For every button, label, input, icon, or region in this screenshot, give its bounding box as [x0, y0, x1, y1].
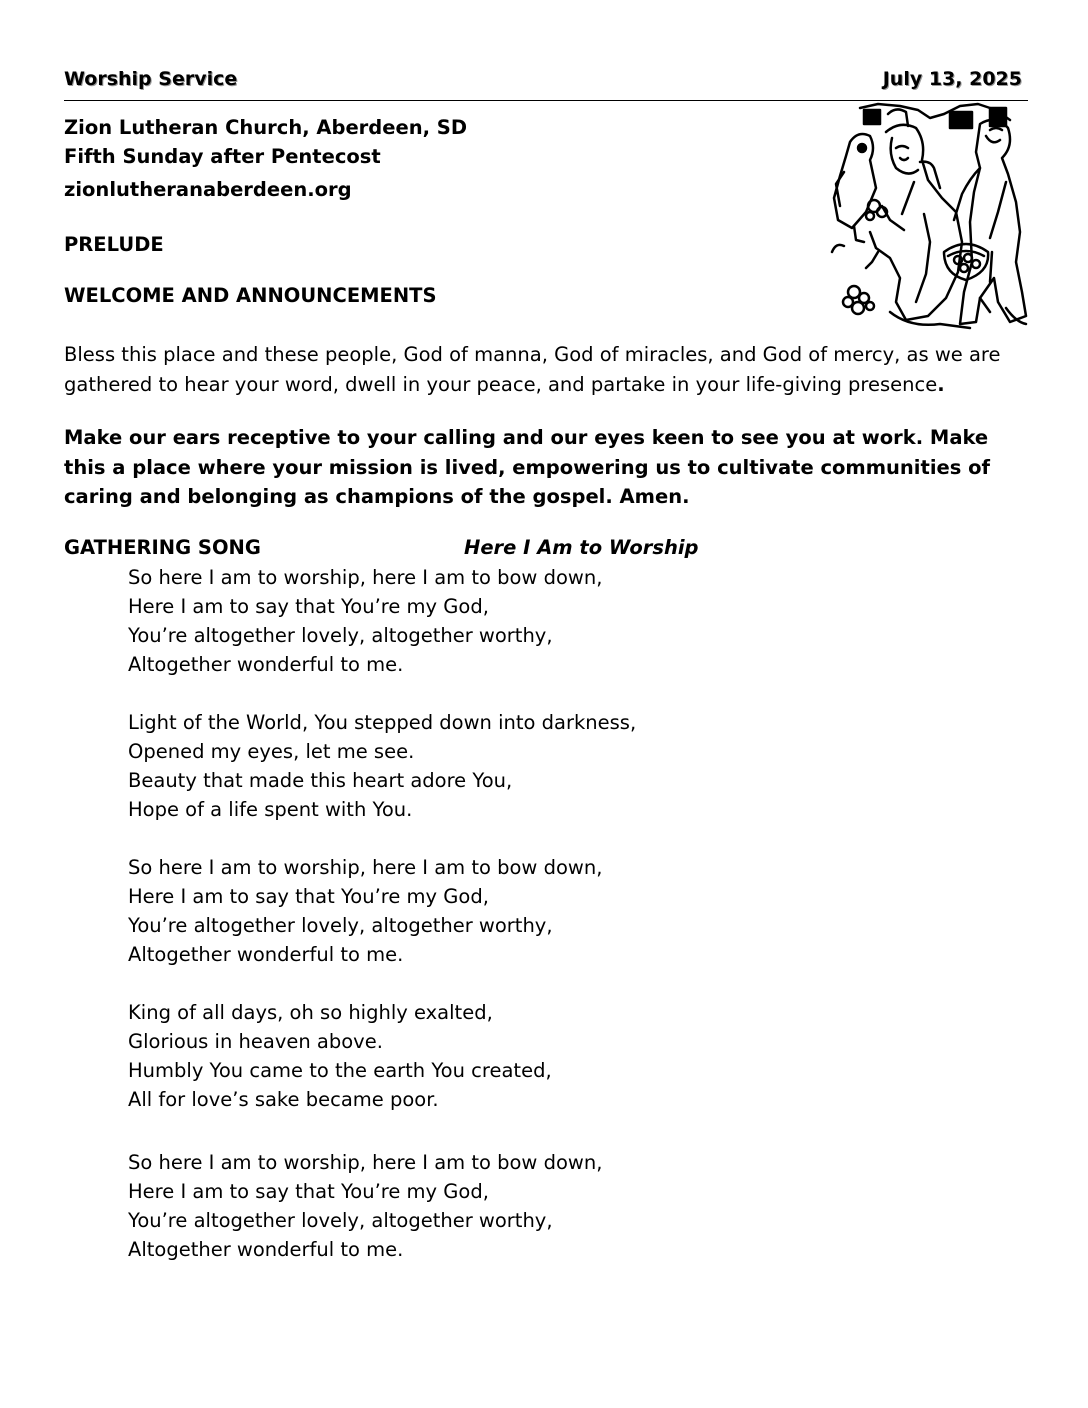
- lyric-line: You’re altogether lovely, altogether worthy,: [128, 914, 553, 937]
- bulletin-page: [64, 0, 1028, 1408]
- lyric-line: Glorious in heaven above.: [128, 1030, 383, 1053]
- sunday-name: Fifth Sunday after Pentecost: [64, 145, 381, 168]
- page-header: [64, 66, 1028, 101]
- leader-prayer-end: .: [937, 372, 945, 396]
- leader-prayer-text: Bless this place and these people, God of manna, God of miracles, and God of mercy, as we are gathered to hear your word, dwell in your peace, and partake in your life-giving presence: [64, 343, 1001, 396]
- church-website: zionlutheranaberdeen.org: [64, 178, 352, 201]
- header-title: Worship Service: [64, 68, 238, 90]
- verse-4: [128, 998, 552, 1114]
- lyric-line: All for love’s sake became poor.: [128, 1088, 439, 1111]
- welcome-heading: WELCOME AND ANNOUNCEMENTS: [64, 284, 437, 307]
- header-date: July 13, 2025: [882, 68, 1022, 90]
- church-name: Zion Lutheran Church, Aberdeen, SD: [64, 116, 468, 139]
- prelude-heading: PRELUDE: [64, 233, 164, 256]
- lyric-line: You’re altogether lovely, altogether worthy,: [128, 1209, 553, 1232]
- verse-1: [128, 563, 602, 679]
- lyric-line: You’re altogether lovely, altogether worthy,: [128, 624, 553, 647]
- lyric-line: So here I am to worship, here I am to bow down,: [128, 566, 603, 589]
- lyric-line: Here I am to say that You’re my God,: [128, 595, 489, 618]
- people-prayer: Make our ears receptive to your calling and our eyes keen to see you at work. Make this a place where your mission is lived, empowering us to cultivate communities of caring and belonging as champions of the gospel. Amen.: [64, 426, 991, 508]
- lyric-line: Altogether wonderful to me.: [128, 943, 404, 966]
- verse-3: [128, 853, 602, 969]
- lyric-line: Humbly You came to the earth You created,: [128, 1059, 552, 1082]
- lyric-line: Light of the World, You stepped down into darkness,: [128, 711, 637, 734]
- lyric-line: Opened my eyes, let me see.: [128, 740, 415, 763]
- manna-gathering-illustration-icon: [830, 102, 1028, 330]
- lyric-line: So here I am to worship, here I am to bow down,: [128, 856, 603, 879]
- lyric-line: Altogether wonderful to me.: [128, 1238, 404, 1261]
- song-title: Here I Am to Worship: [464, 536, 699, 559]
- lyric-line: So here I am to worship, here I am to bow down,: [128, 1151, 603, 1174]
- lyric-line: Here I am to say that You’re my God,: [128, 1180, 489, 1203]
- lyric-line: King of all days, oh so highly exalted,: [128, 1001, 493, 1024]
- lyric-line: Hope of a life spent with You.: [128, 798, 413, 821]
- leader-prayer: [64, 340, 1024, 399]
- gathering-heading: GATHERING SONG: [64, 536, 261, 559]
- verse-5: [128, 1148, 602, 1264]
- lyric-line: Here I am to say that You’re my God,: [128, 885, 489, 908]
- lyric-line: Beauty that made this heart adore You,: [128, 769, 513, 792]
- verse-2: [128, 708, 636, 824]
- lyric-line: Altogether wonderful to me.: [128, 653, 404, 676]
